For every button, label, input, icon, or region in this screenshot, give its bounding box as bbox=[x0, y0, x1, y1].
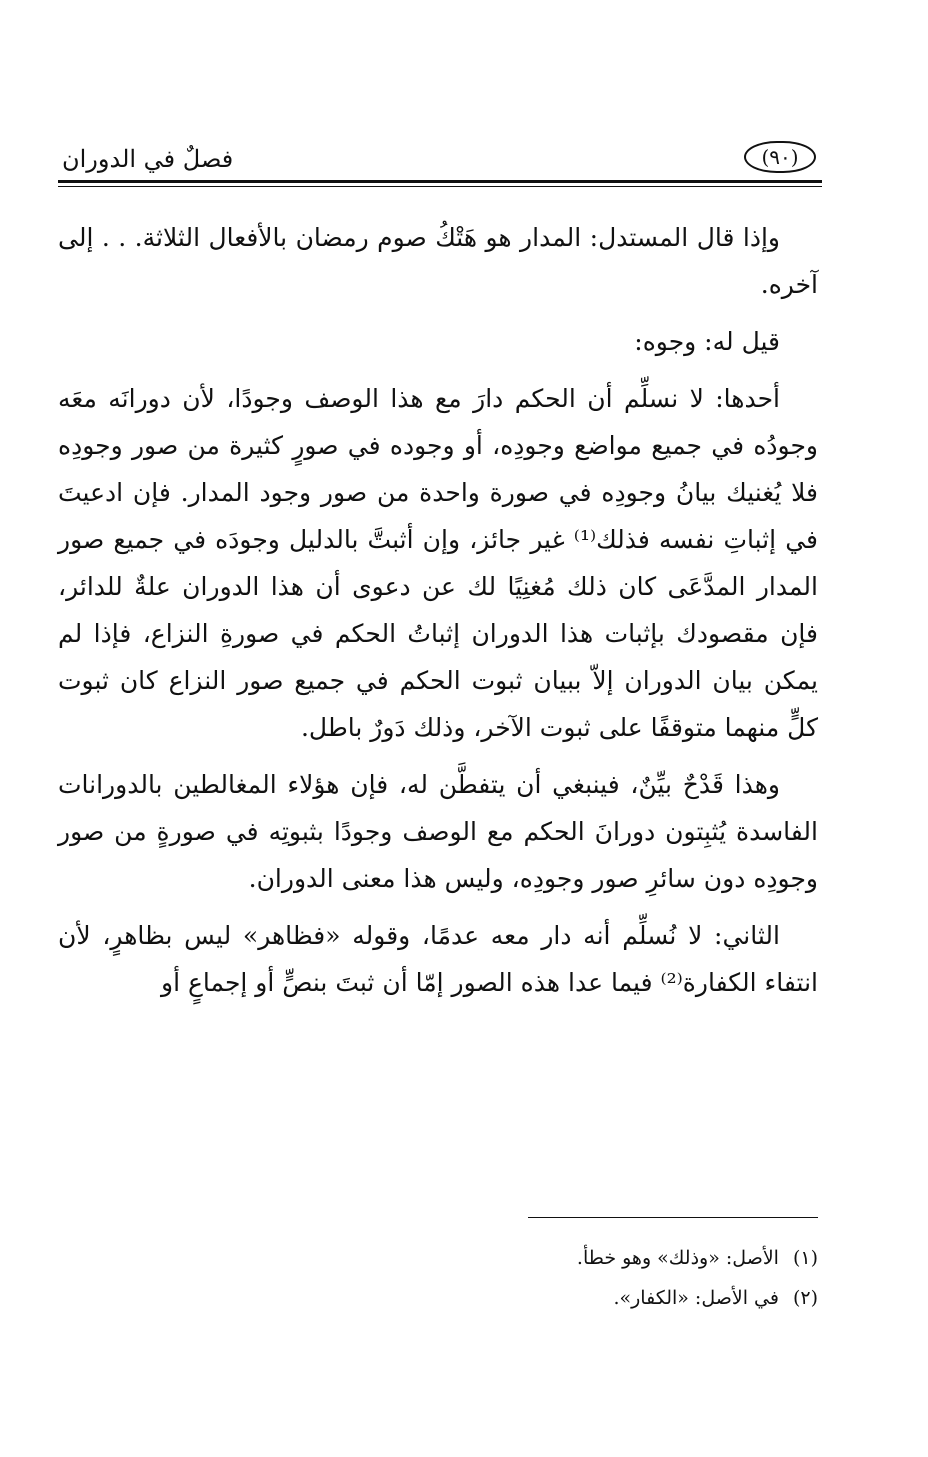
footnote bbox=[300, 1238, 818, 1278]
footnote-number: (٢) bbox=[792, 1287, 818, 1309]
paragraph: أحدها: لا نسلِّم أن الحكم دارَ مع هذا الوصف وجودًا، لأن دورانَه معَه وجودُه في جميع مواضع وجودِه، أو وجوده في صورٍ كثيرة من صور وجودِه فلا يُغنيك بيانُ وجودِه في صورة واحدة من صور وجود المدار. فإن ادعيتَ في إثباتِ نفسه فذلك⁽¹⁾ غير جائز، وإن أثبتَّ بالدليل وجودَه في جميع صور المدار المدَّعَى كان ذلك مُغنِيًا لك عن دعوى أن هذا الدوران علةٌ للدائر، فإن مقصودك بإثبات هذا الدوران إثباتُ الحكم في صورةِ النزاع، فإذا لم يمكن بيان الدوران إلاّ ببيان ثبوت الحكم في جميع صور النزاع كان ثبوت كلٍّ منهما متوقفًا على ثبوت الآخر، وذلك دَورٌ باطل. bbox=[58, 384, 818, 742]
footnote-text: في الأصل: «الكفار». bbox=[613, 1287, 779, 1309]
main-text bbox=[58, 214, 818, 1016]
paragraph: وإذا قال المستدل: المدار هو هَتْكُ صوم رمضان بالأفعال الثلاثة. . . إلى آخره. bbox=[58, 223, 818, 299]
page-number: (٩٠) bbox=[744, 141, 816, 173]
footnotes bbox=[300, 1238, 818, 1318]
running-header bbox=[58, 140, 822, 188]
paragraph: وهذا قَدْحٌ بيِّنٌ، فينبغي أن يتفطَّن له، فإن هؤلاء المغالطين بالدورانات الفاسدة يُثبِتون دورانَ الحكم مع الوصف وجودًا بثبوتِه في صورةٍ من صور وجودِه دون سائرِ صور وجودِه، وليس هذا معنى الدوران. bbox=[58, 770, 818, 893]
header-rule-thin bbox=[58, 186, 822, 187]
footnote-separator bbox=[528, 1217, 818, 1218]
footnote bbox=[300, 1278, 818, 1318]
header-rule bbox=[58, 180, 822, 183]
chapter-title: فصلٌ في الدوران bbox=[62, 145, 234, 173]
footnote-text: الأصل: «وذلك» وهو خطأ. bbox=[576, 1247, 779, 1269]
paragraph: الثاني: لا نُسلِّم أنه دار معه عدمًا، وقوله «فظاهر» ليس بظاهرٍ، لأن انتفاء الكفارة⁽²⁾ فيما عدا هذه الصور إمّا أن ثبتَ بنصٍّ أو إجماعٍ أو bbox=[58, 921, 818, 997]
paragraph: قيل له: وجوه: bbox=[634, 327, 780, 356]
footnote-number: (١) bbox=[792, 1247, 818, 1269]
